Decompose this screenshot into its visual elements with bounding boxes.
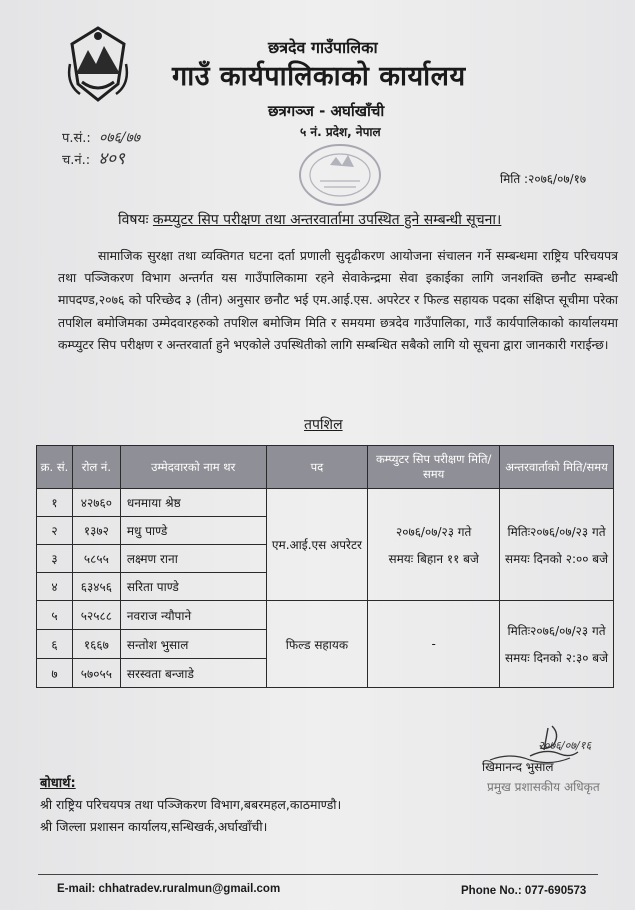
group2-exam-text: - [431, 637, 436, 651]
patra-value: ०७६/७७ [98, 130, 141, 146]
header-name: उम्मेदवारको नाम थर [120, 446, 266, 489]
header-interview: अन्तरवार्ताको मिति/समय [500, 446, 614, 489]
table-row [37, 489, 614, 517]
patra-label: प.सं.: [62, 131, 91, 146]
row-roll: ५७०५५ [72, 659, 120, 688]
row-roll: १३७२ [72, 517, 120, 545]
footer-email: E-mail: chhatradev.ruralmun@gmail.com [57, 883, 281, 895]
notice-date: मिति :२०७६/०७/१७ [500, 172, 587, 186]
table-header-row [37, 446, 614, 489]
row-roll: १६६७ [72, 630, 120, 659]
group2-post [266, 601, 368, 688]
chalani-value: ४०९ [98, 149, 125, 169]
header-roll: रोल नं. [72, 446, 120, 489]
group1-exam-time: समयः बिहान ११ बजे [388, 551, 479, 566]
notice-body: सामाजिक सुरक्षा तथा व्यक्तिगत घटना दर्ता प्रणाली सुदृढीकरण आयोजना संचालन गर्ने सम्बन्धमा राष्ट्रिय परिचयपत्र तथा पञ्जिकरण विभाग अन्तर्गत यस गाउँपालिकामा रहने सेवाकेन्द्रमा सेवा इकाईका लागि जनशक्ति छनौट सम्बन्धी मापदण्ड,२०७६ को परिच्छेद ३ (तीन) अनुसार छनौट भई एम.आई.एस. अपरेटर र फिल्ड सहायक पदका संक्षिप्त सूचीमा परेका तपशिल बमोजिमका उम्मेदवारहरुको तपशिल बमोजिम मिति र समयमा छत्रदेव गाउँपालिका, गाउँ कार्यपालिकाको कार्यालयमा कम्प्युटर सिप परीक्षण र अन्तरवार्ता हुने भएकोले उपस्थितीको लागि सम्बन्धित सबैको लागि यो सूचना द्वारा जानकारी गराईन्छ। [58, 248, 618, 352]
office-location: छत्रगञ्ज - अर्घाखाँची [268, 102, 385, 120]
bodharth-label: बोधार्थ: [40, 776, 76, 791]
header-post: पद [266, 446, 368, 489]
group1-post [266, 489, 368, 601]
subject-line [118, 210, 501, 229]
bodharth-line: श्री जिल्ला प्रशासन कार्यालय,सन्धिखर्क,अर्घाखाँची। [40, 819, 268, 834]
group2-exam [368, 601, 500, 688]
group1-exam-date: २०७६/०७/२३ गते [395, 524, 472, 539]
header-exam: कम्प्युटर सिप परीक्षण मिति/समय [368, 446, 500, 489]
row-sn: २ [37, 517, 73, 545]
row-name: मधु पाण्डे [120, 517, 266, 545]
reference-patra [62, 128, 140, 147]
province: ५ नं. प्रदेश, नेपाल [300, 125, 381, 139]
chalani-label: च.नं.: [62, 153, 91, 168]
subject-label: विषयः [118, 212, 149, 228]
reference-chalani [62, 146, 125, 169]
bodharth-line: श्री राष्ट्रिय परिचयपत्र तथा पञ्जिकरण विभाग,बबरमहल,काठमाण्डौ। [40, 797, 342, 812]
group1-exam [368, 489, 500, 601]
group1-interview-time: समयः दिनको २:०० बजे [504, 551, 609, 566]
footer-phone: Phone No.: 077-690573 [461, 885, 587, 897]
footer-divider [38, 874, 598, 875]
row-roll: ४२७६० [72, 489, 120, 517]
group1-post-text: एम.आई.एस अपरेटर [271, 538, 362, 552]
header-sn: क्र. सं. [37, 446, 73, 489]
table-row [37, 601, 614, 630]
row-sn: ६ [37, 630, 73, 659]
row-sn: ५ [37, 601, 73, 630]
office-name: गाउँ कार्यपालिकाको कार्यालय [172, 61, 466, 92]
nepal-emblem-icon [62, 24, 134, 104]
office-stamp-icon [290, 135, 390, 213]
group1-interview-date: मितिः२०७६/०७/२३ गते [507, 524, 606, 539]
row-name: धनमाया श्रेष्ठ [120, 489, 266, 517]
signatory-name: खिमानन्द भुसाल [482, 760, 554, 774]
row-name: नवराज न्यौपाने [120, 601, 266, 630]
group2-interview-time: समयः दिनको २:३० बजे [504, 651, 609, 665]
row-sn: ४ [37, 573, 73, 601]
tapsil-title: तपशिल [304, 417, 343, 433]
group1-interview [500, 489, 614, 601]
municipality-name: छत्रदेव गाउँपालिका [268, 38, 378, 57]
row-sn: ३ [37, 545, 73, 573]
signature-date: २०७६/०७/१६ [538, 739, 592, 752]
row-roll: ५२५८८ [72, 601, 120, 630]
row-sn: ७ [37, 659, 73, 688]
row-name: सन्तोश भुसाल [120, 630, 266, 659]
group2-post-text: फिल्ड सहायक [285, 637, 349, 652]
row-name: लक्ष्मण राना [120, 545, 266, 573]
row-roll: ५८५५ [72, 545, 120, 573]
group2-interview [500, 601, 614, 688]
subject-text: कम्प्युटर सिप परीक्षण तथा अन्तरवार्तामा उपस्थित हुने सम्बन्धी सूचना। [152, 212, 502, 228]
row-name: सरस्वता बन्जाडे [120, 659, 266, 688]
signatory-designation: प्रमुख प्रशासकीय अधिकृत [487, 780, 600, 794]
group2-interview-date: मितिः२०७६/०७/२३ गते [507, 624, 606, 638]
row-sn: १ [37, 489, 73, 517]
candidate-table [36, 445, 614, 688]
row-roll: ६३४५६ [72, 573, 120, 601]
row-name: सरिता पाण्डे [120, 573, 266, 601]
